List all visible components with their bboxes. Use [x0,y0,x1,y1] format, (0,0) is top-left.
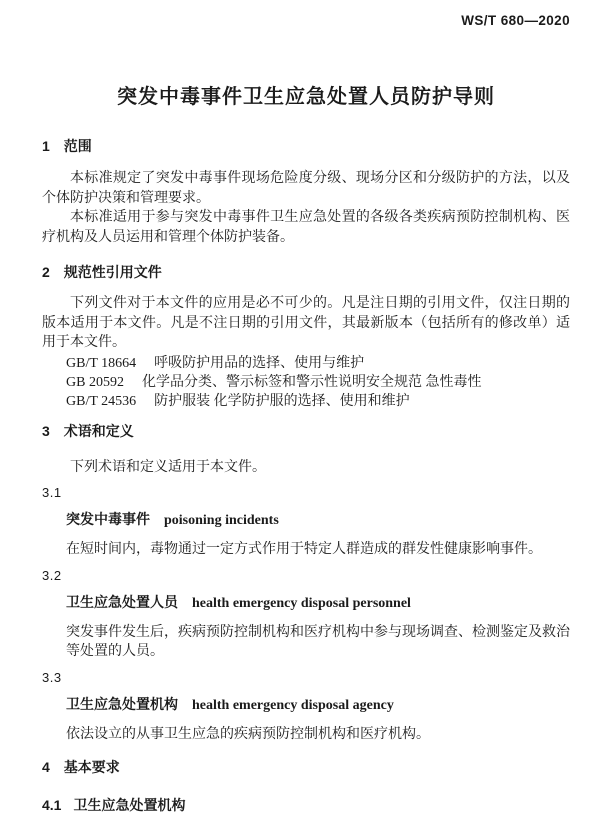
section-4-title: 基本要求 [63,759,120,775]
term-number: 3.1 [42,485,62,500]
term-number: 3.2 [42,567,62,583]
section-4-number: 4 [42,759,50,775]
standard-number: WS/T 680—2020 [461,13,570,28]
scope-paragraph-1: 本标准规定了突发中毒事件现场危险度分级、现场分区和分级防护的方法，以及个体防护决策和管理要求。 [42,171,570,206]
terms-intro-paragraph: 下列术语和定义适用于本文件。 [70,459,266,475]
reference-item [42,354,570,373]
reference-code: GB/T 18664 [66,355,137,371]
normative-references-paragraph: 下列文件对于本文件的应用是必不可少的。凡是注日期的引用文件，仅注日期的版本适用于本文件。凡是不注日期的引用文件，其最新版本（包括所有的修改单）适用于本文件。 [42,296,570,350]
term-entry [42,696,570,714]
section-3-heading [42,423,570,439]
document-title: 突发中毒事件卫生应急处置人员防护导则 [117,86,495,108]
term-number: 3.3 [42,669,62,685]
term-name-en: health emergency disposal agency [192,697,394,713]
section-1-number: 1 [42,138,50,154]
scope-paragraph-2: 本标准适用于参与突发中毒事件卫生应急处置的各级各类疾病预防控制机构、医疗机构及人员运用和管理个体防护装备。 [42,210,570,245]
section-4-1-title: 卫生应急处置机构 [73,797,186,813]
section-1-heading [42,138,570,154]
term-definition: 依法设立的从事卫生应急的疾病预防控制机构和医疗机构。 [66,726,430,742]
term-name-en: poisoning incidents [164,513,279,528]
section-4-1-number: 4.1 [42,797,62,813]
section-2-title: 规范性引用文件 [63,264,162,280]
reference-item [42,373,570,392]
term-name-en: health emergency disposal personnel [192,595,411,611]
term-entry [42,594,570,612]
section-1-title: 范围 [63,138,92,154]
section-2-number: 2 [42,264,50,280]
section-4-1-heading [42,797,570,813]
term-name-zh: 卫生应急处置人员 [66,593,178,610]
term-definition: 突发事件发生后，疾病预防控制机构和医疗机构中参与现场调查、检测鉴定及救治等处置的人员。 [66,624,570,659]
section-3-title: 术语和定义 [63,422,134,439]
reference-title: 呼吸防护用品的选择、使用与维护 [154,355,365,371]
section-4-heading [42,759,570,775]
term-name-zh: 突发中毒事件 [66,511,150,527]
section-3-number: 3 [42,422,50,439]
section-2-heading [42,264,570,280]
document-page [0,13,609,813]
reference-title: 防护服装 化学防护服的选择、使用和维护 [154,393,410,409]
reference-title: 化学品分类、警示标签和警示性说明安全规范 急性毒性 [141,374,482,390]
reference-code: GB/T 24536 [66,393,137,409]
term-entry [42,511,570,529]
reference-item [42,392,570,411]
reference-code: GB 20592 [66,374,124,390]
term-definition: 在短时间内，毒物通过一定方式作用于特定人群造成的群发性健康影响事件。 [66,542,542,557]
term-name-zh: 卫生应急处置机构 [66,695,178,712]
